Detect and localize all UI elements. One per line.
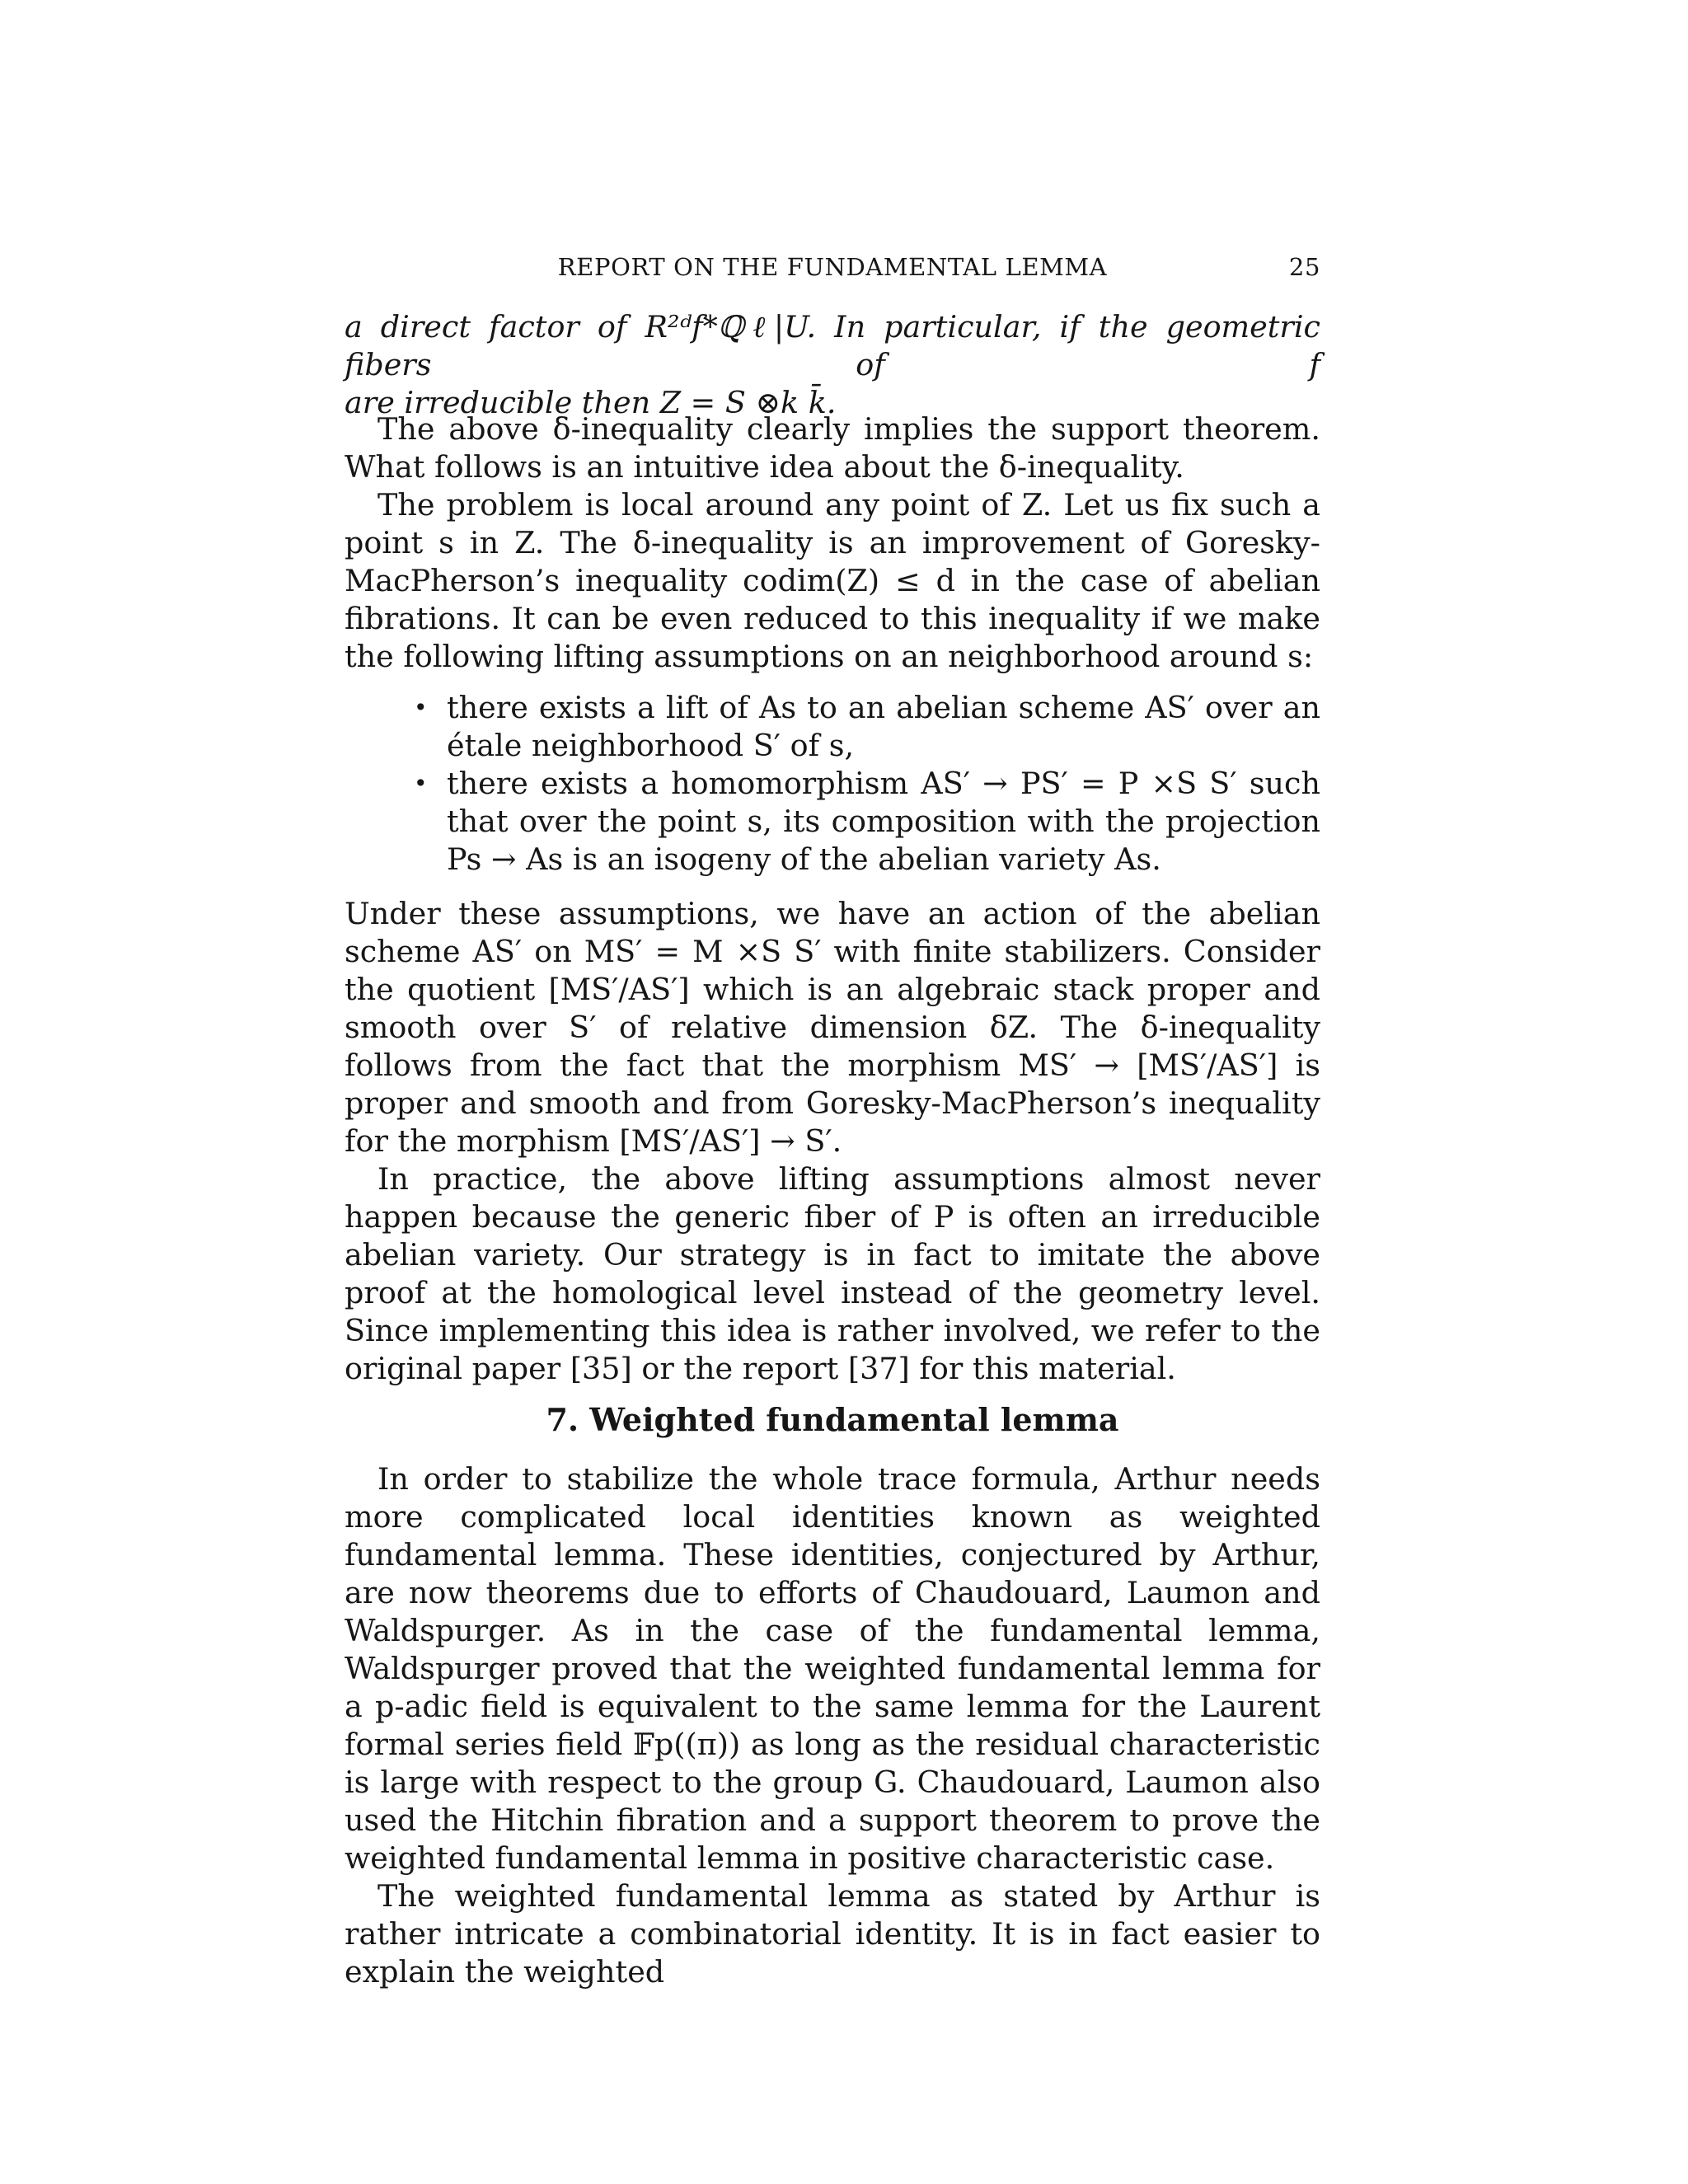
page-number: 25 xyxy=(1288,253,1320,281)
section-heading-block xyxy=(345,1401,1320,1439)
paragraph-1: The above δ-inequality clearly implies the support theorem. What follows is an intuitive idea about the δ-inequality. xyxy=(345,411,1320,485)
theorem-tail-line-2: are irreducible then Z = S ⊗k k̄. xyxy=(345,385,837,420)
assumption-list xyxy=(345,689,1320,879)
bullet-icon: • xyxy=(414,770,428,797)
list-item-text: there exists a lift of As to an abelian scheme AS′ over an étale neighborhood S′ of s, xyxy=(447,690,1320,763)
body-top xyxy=(345,410,1320,676)
list-item-text: there exists a homomorphism AS′ → PS′ = P ×S S′ such that over the point s, its composition with the projection Ps → As is an isogeny of the abelian variety As. xyxy=(447,766,1320,877)
bullet-icon: • xyxy=(414,694,428,721)
list-item xyxy=(414,765,1320,879)
body-bottom xyxy=(345,1460,1320,1991)
paragraph-5: In order to stabilize the whole trace formula, Arthur needs more complicated local identities known as weighted fundamental lemma. These identities, conjectured by Arthur, are now theorems due to efforts of Chaudouard, Laumon and Waldspurger. As in the case of the fundamental lemma, Waldspurger proved that the weighted fundamental lemma for a p-adic field is equivalent to the same lemma for the Laurent formal series field 𝔽p((π)) as long as the residual characteristic is large with respect to the group G. Chaudouard, Laumon also used the Hitchin fibration and a support theorem to prove the weighted fundamental lemma in positive characteristic case. xyxy=(345,1461,1320,1876)
bullet-block xyxy=(345,689,1320,879)
running-head xyxy=(345,253,1320,286)
body-middle xyxy=(345,895,1320,1388)
theorem-tail-line-1: a direct factor of R²ᵈf*ℚℓ|U. In particular, if the geometric fibers of f xyxy=(345,309,1320,382)
paragraph-3: Under these assumptions, we have an action of the abelian scheme AS′ on MS′ = M ×S S′ with finite stabilizers. Consider the quotient [MS′/AS′] which is an algebraic stack proper and smooth over S′ of relative dimension δZ. The δ-inequality follows from the fact that the morphism MS′ → [MS′/AS′] is proper and smooth and from Goresky-MacPherson’s inequality for the morphism [MS′/AS′] → S′. xyxy=(345,896,1320,1159)
section-heading: 7. Weighted fundamental lemma xyxy=(546,1401,1119,1438)
paragraph-6: The weighted fundamental lemma as stated by Arthur is rather intricate a combinatorial identity. It is in fact easier to explain the weighted xyxy=(345,1878,1320,1990)
paragraph-4: In practice, the above lifting assumptions almost never happen because the generic fiber of P is often an irreducible abelian variety. Our strategy is in fact to imitate the above proof at the homological level instead of the geometry level. Since implementing this idea is rather involved, we refer to the original paper [35] or the report [37] for this material. xyxy=(345,1161,1320,1386)
theorem-tail xyxy=(345,308,1320,422)
list-item xyxy=(414,689,1320,765)
paragraph-2: The problem is local around any point of Z. Let us fix such a point s in Z. The δ-inequality is an improvement of Goresky-MacPherson’s inequality codim(Z) ≤ d in the case of abelian fibrations. It can be even reduced to this inequality if we make the following lifting assumptions on an neighborhood around s: xyxy=(345,487,1320,674)
running-title: REPORT ON THE FUNDAMENTAL LEMMA xyxy=(557,253,1108,281)
